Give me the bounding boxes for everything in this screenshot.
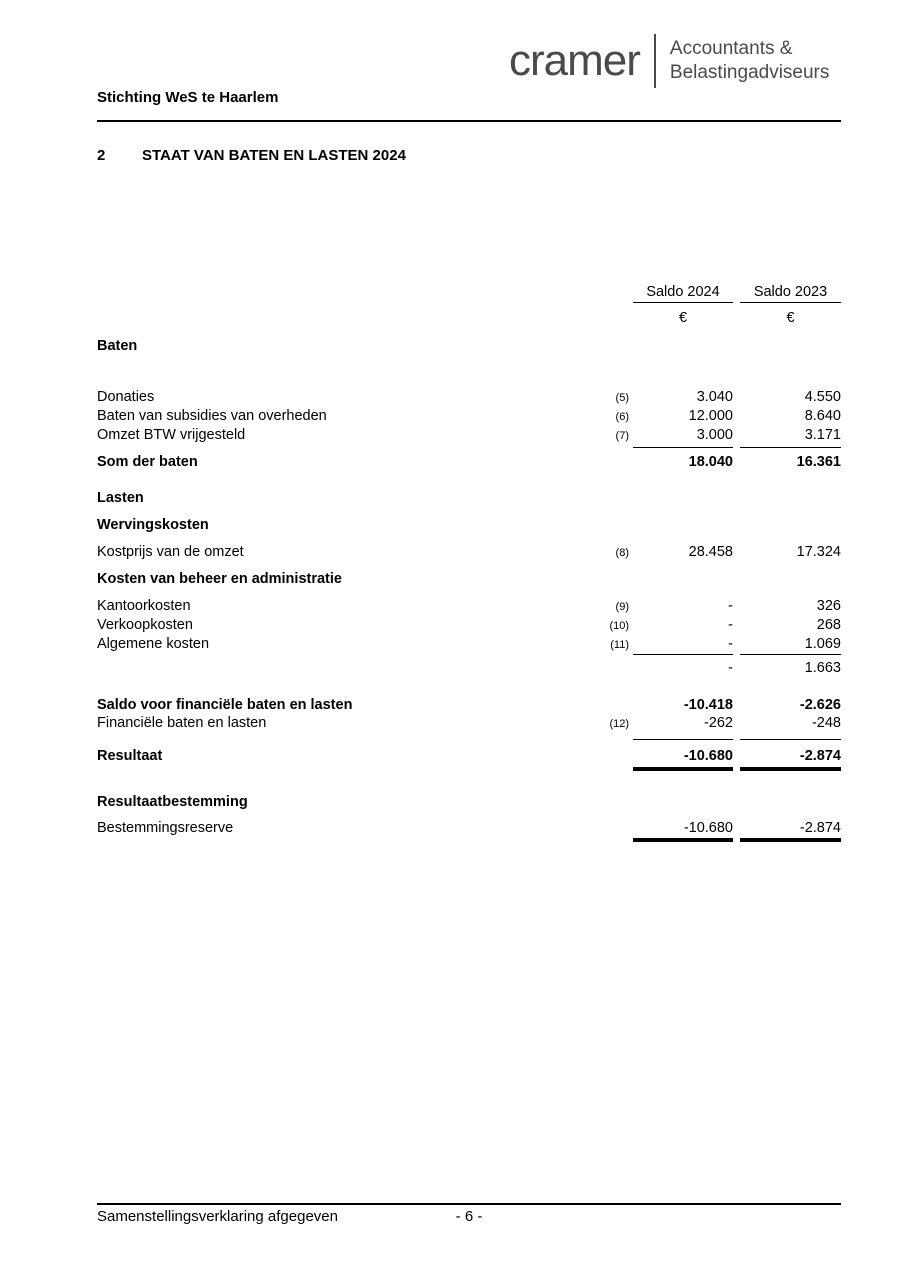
entity-name: Stichting WeS te Haarlem — [97, 89, 279, 106]
value-2023: 16.361 — [796, 454, 841, 470]
currency-row — [97, 309, 841, 327]
double-rule-line — [740, 838, 841, 842]
table-row — [97, 388, 841, 407]
value-2024: -10.680 — [683, 820, 733, 836]
baten-rows — [97, 388, 841, 445]
resultaat-row — [97, 747, 841, 765]
subtotal-rule-row — [97, 654, 841, 655]
value-2024: 18.040 — [688, 454, 733, 470]
row-label: Algemene kosten — [97, 636, 210, 652]
value-2023: -2.626 — [799, 697, 841, 713]
row-label: Saldo voor financiële baten en lasten — [97, 697, 353, 713]
rule-line — [740, 447, 841, 448]
table-row — [97, 616, 841, 635]
row-label: Donaties — [97, 389, 155, 405]
header-rule — [97, 120, 841, 122]
table-row — [97, 543, 841, 562]
note-ref: (12) — [609, 718, 629, 730]
section-heading-resultaatbestemming: Resultaatbestemming — [97, 794, 248, 810]
row-label: Resultaat — [97, 748, 163, 764]
sum-rule-row — [97, 447, 841, 448]
rule-line — [633, 447, 733, 448]
value-2023: 1.663 — [804, 660, 841, 676]
section-heading-baten: Baten — [97, 338, 138, 354]
page-number: - 6 - — [455, 1208, 483, 1225]
section-heading-wervingskosten: Wervingskosten — [97, 517, 209, 533]
footer — [97, 1208, 841, 1226]
value-2024: 12.000 — [688, 408, 733, 424]
value-2024: - — [728, 617, 733, 633]
value-2023: 8.640 — [804, 408, 841, 424]
row-label: Baten van subsidies van overheden — [97, 408, 327, 424]
row-label: Bestemmingsreserve — [97, 820, 234, 836]
note-ref: (11) — [610, 639, 629, 651]
currency-symbol-2023: € — [786, 310, 795, 326]
value-2023: 268 — [816, 617, 841, 633]
logo-tagline — [670, 37, 829, 85]
note-ref: (5) — [615, 392, 629, 404]
value-2024: -262 — [703, 715, 733, 731]
row-label: Kostprijs van de omzet — [97, 544, 244, 560]
value-2024: 28.458 — [688, 544, 733, 560]
bestemmingsreserve-row — [97, 819, 841, 837]
column-header-row — [97, 283, 841, 303]
beheer-rows — [97, 597, 841, 654]
value-2024: -10.418 — [683, 697, 733, 713]
row-label: Som der baten — [97, 454, 198, 470]
row-label: Financiële baten en lasten — [97, 715, 267, 731]
page-title — [97, 147, 406, 164]
value-2024: - — [728, 660, 733, 676]
saldo-voor-row — [97, 696, 841, 714]
footer-rule — [97, 1203, 841, 1205]
double-rule-line — [633, 838, 733, 842]
rule-line — [740, 654, 841, 655]
currency-symbol-2024: € — [678, 310, 688, 326]
note-ref: (8) — [615, 547, 629, 559]
row-label: Verkoopkosten — [97, 617, 193, 633]
row-label: Omzet BTW vrijgesteld — [97, 427, 246, 443]
logo-brand: cramer — [509, 36, 640, 85]
note-ref: (7) — [615, 430, 629, 442]
bestemming-double-rule-row — [97, 838, 841, 842]
rule-line — [633, 739, 733, 740]
value-2023: 3.171 — [804, 427, 841, 443]
column-header-2024: Saldo 2024 — [633, 283, 733, 303]
logo-divider — [654, 34, 656, 88]
logo — [509, 34, 829, 88]
result-rule-row — [97, 739, 841, 740]
rule-line — [740, 739, 841, 740]
rule-line — [633, 654, 733, 655]
value-2023: 326 — [816, 598, 841, 614]
table-row — [97, 597, 841, 616]
column-header-2023: Saldo 2023 — [740, 283, 841, 303]
table-row — [97, 426, 841, 445]
value-2023: 1.069 — [804, 636, 841, 652]
value-2023: 17.324 — [796, 544, 841, 560]
note-ref: (9) — [615, 601, 629, 613]
value-2024: - — [728, 636, 733, 652]
table-row — [97, 407, 841, 426]
sum-row-baten — [97, 453, 841, 471]
note-ref: (6) — [615, 411, 629, 423]
value-2024: 3.040 — [696, 389, 733, 405]
value-2023: -2.874 — [799, 748, 841, 764]
note-ref: (10) — [609, 620, 629, 632]
section-number: 2 — [97, 147, 106, 164]
footer-left-text: Samenstellingsverklaring afgegeven — [97, 1208, 338, 1225]
value-2024: -10.680 — [683, 748, 733, 764]
value-2024: 3.000 — [696, 427, 733, 443]
section-title: STAAT VAN BATEN EN LASTEN 2024 — [142, 147, 406, 164]
section-heading-lasten: Lasten — [97, 490, 144, 506]
resultaat-double-rule-row — [97, 767, 841, 771]
financieel-row — [97, 714, 841, 733]
row-label: Kantoorkosten — [97, 598, 191, 614]
double-rule-line — [740, 767, 841, 771]
value-2023: 4.550 — [804, 389, 841, 405]
subtotal-row-beheer — [97, 659, 841, 677]
value-2023: -2.874 — [799, 820, 841, 836]
section-heading-beheer: Kosten van beheer en administratie — [97, 571, 342, 587]
value-2023: -248 — [811, 715, 841, 731]
logo-tagline-line1: Accountants & — [669, 38, 793, 59]
logo-tagline-line2: Belastingadviseurs — [669, 62, 830, 83]
statement-table — [97, 283, 841, 842]
double-rule-line — [633, 767, 733, 771]
value-2024: - — [728, 598, 733, 614]
table-row — [97, 635, 841, 654]
